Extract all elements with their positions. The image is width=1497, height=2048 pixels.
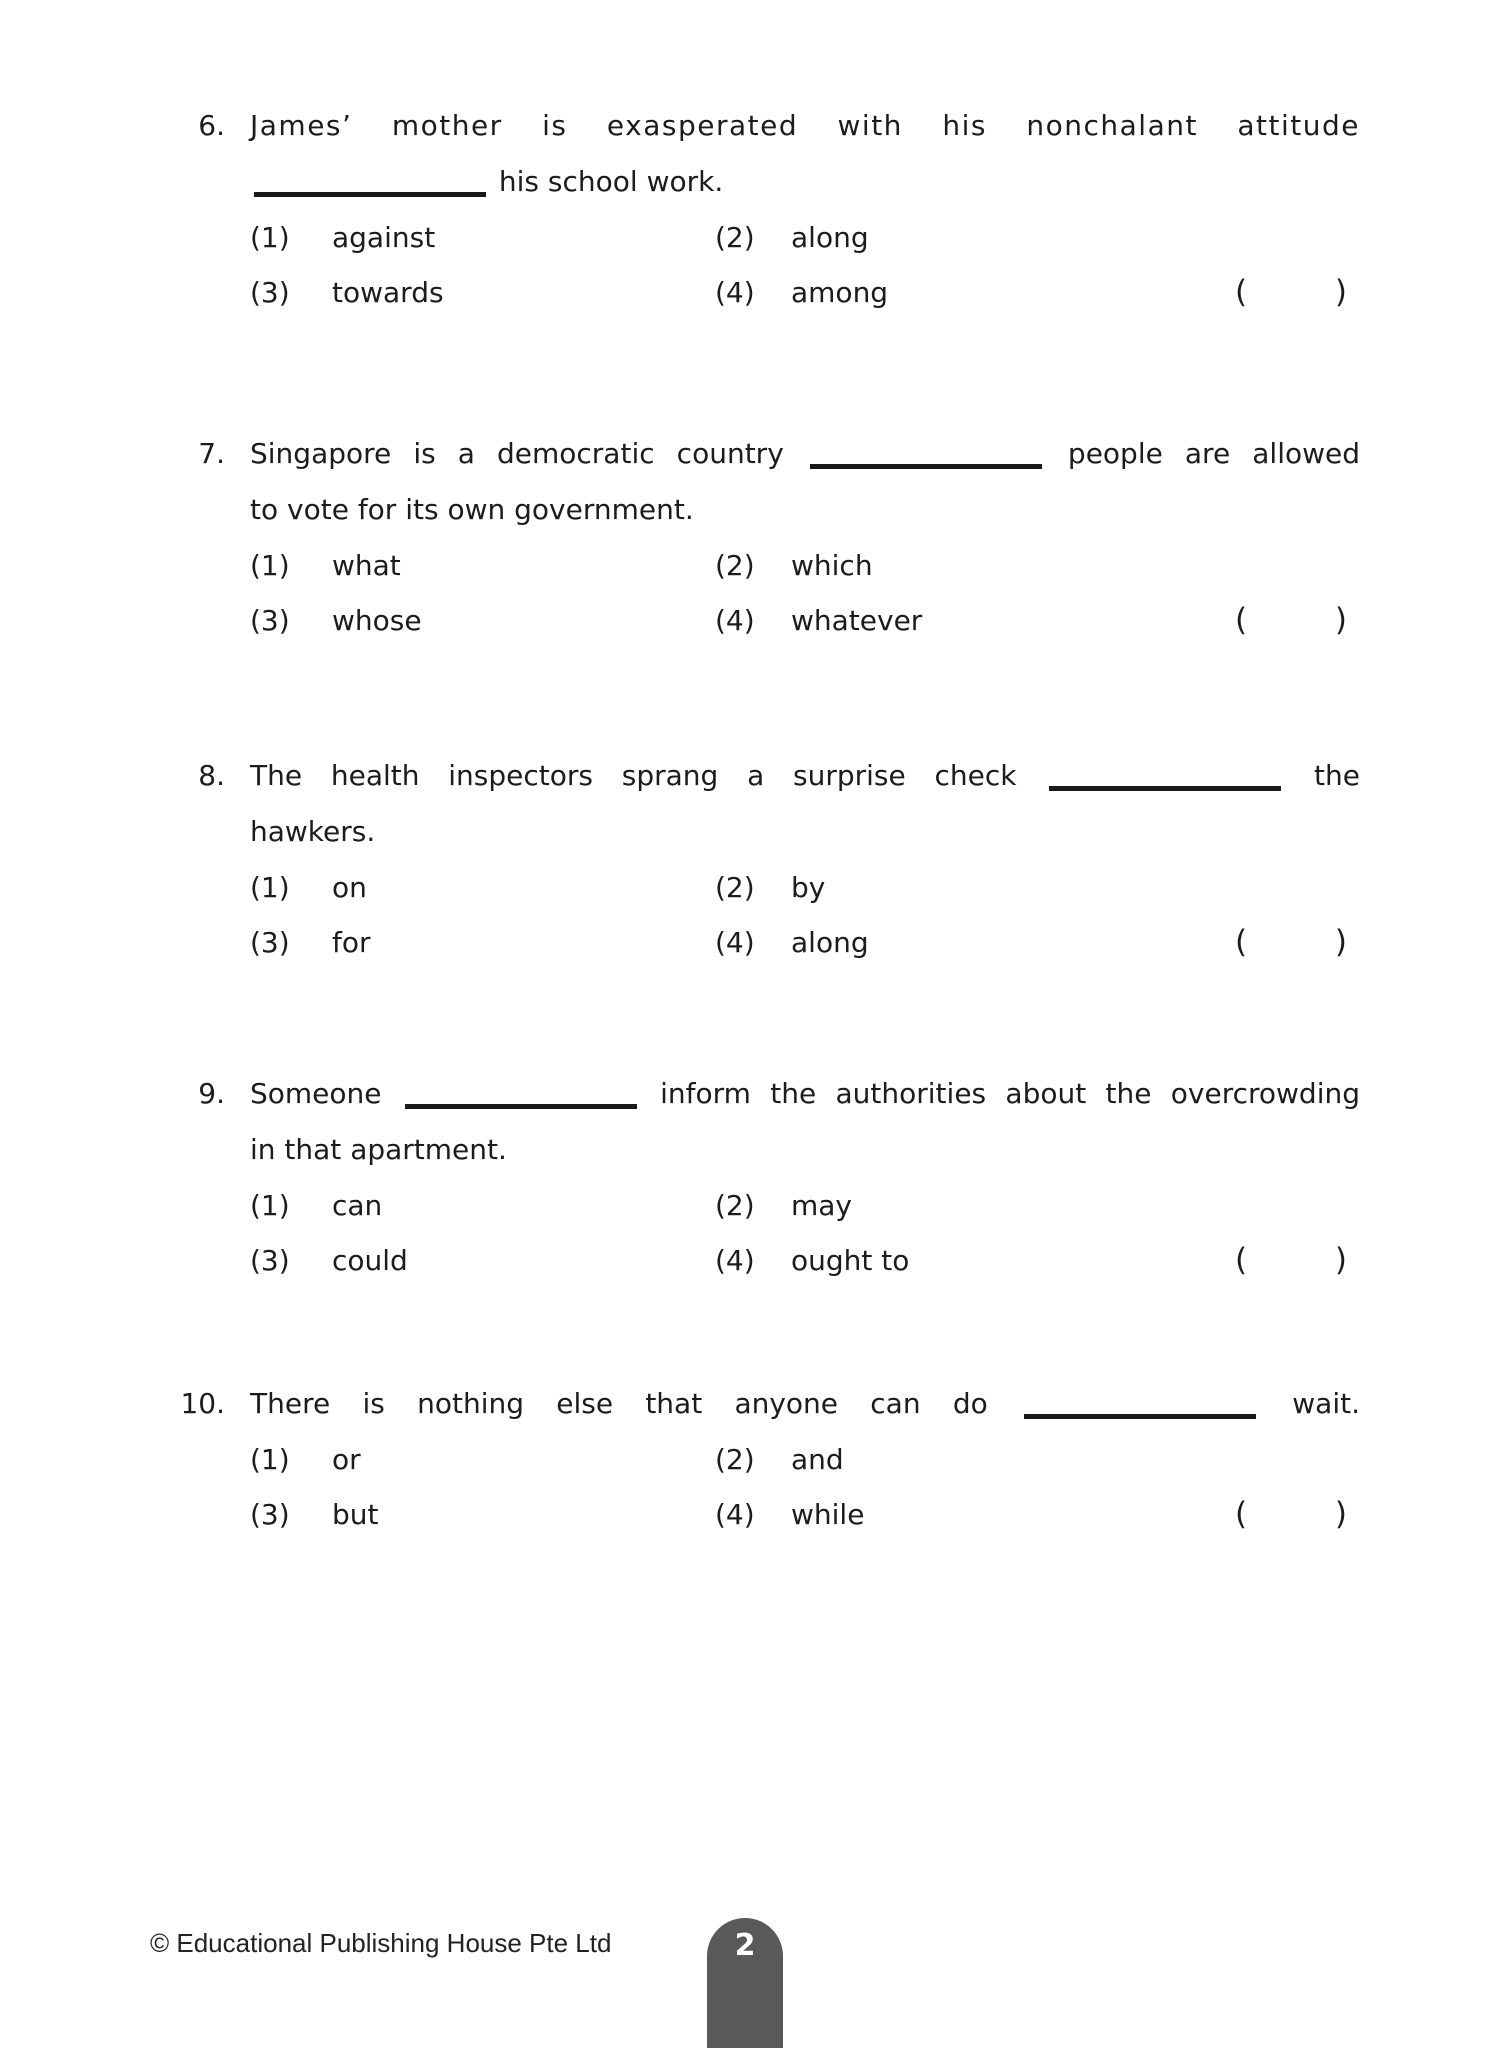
fill-in-blank bbox=[1024, 1409, 1256, 1419]
question-text-line: his school work. bbox=[250, 154, 1360, 210]
question-block-10 bbox=[145, 1376, 1360, 1542]
option-number: (4) bbox=[715, 926, 755, 959]
question-number: 10. bbox=[180, 1387, 225, 1420]
question-text-line: in that apartment. bbox=[250, 1133, 507, 1166]
paren-open: ( bbox=[1235, 274, 1248, 310]
option-row bbox=[250, 265, 1360, 320]
fill-in-blank bbox=[405, 1099, 637, 1109]
option-label: or bbox=[332, 1443, 361, 1476]
question-text-line: hawkers. bbox=[250, 815, 376, 848]
question-text-line: Someone inform the authorities about the overcrowding bbox=[250, 1077, 1361, 1110]
footer-copyright: © Educational Publishing House Pte Ltd bbox=[150, 1928, 612, 1958]
option-row bbox=[250, 538, 1360, 593]
option-number: (1) bbox=[250, 1189, 290, 1222]
option-number: (2) bbox=[715, 549, 755, 582]
option-label: which bbox=[791, 549, 873, 582]
option-number: (1) bbox=[250, 1443, 290, 1476]
option-label: by bbox=[791, 871, 826, 904]
option-number: (1) bbox=[250, 871, 290, 904]
option-number: (3) bbox=[250, 1498, 290, 1531]
option-number: (4) bbox=[715, 1498, 755, 1531]
answer-parens bbox=[1235, 915, 1347, 970]
question-text-line: The health inspectors sprang a surprise check the bbox=[250, 759, 1360, 792]
option-label: but bbox=[332, 1498, 379, 1531]
question-number: 7. bbox=[198, 437, 225, 470]
question-block-7 bbox=[145, 426, 1360, 648]
fill-in-blank bbox=[810, 459, 1042, 469]
question-number: 8. bbox=[198, 759, 225, 792]
option-label: ought to bbox=[791, 1244, 910, 1277]
option-label: whatever bbox=[791, 604, 923, 637]
option-number: (2) bbox=[715, 871, 755, 904]
option-label: while bbox=[791, 1498, 865, 1531]
option-number: (4) bbox=[715, 276, 755, 309]
option-label: may bbox=[791, 1189, 853, 1222]
answer-parens bbox=[1235, 265, 1347, 320]
option-number: (3) bbox=[250, 926, 290, 959]
option-label: could bbox=[332, 1244, 408, 1277]
option-number: (2) bbox=[715, 1189, 755, 1222]
option-number: (2) bbox=[715, 1443, 755, 1476]
fill-in-blank bbox=[1049, 781, 1281, 791]
option-label: whose bbox=[332, 604, 422, 637]
option-number: (4) bbox=[715, 604, 755, 637]
option-number: (2) bbox=[715, 221, 755, 254]
question-text-line: Singapore is a democratic country people are allowed bbox=[250, 437, 1360, 470]
option-row bbox=[250, 1432, 1360, 1487]
option-row bbox=[250, 915, 1360, 970]
page-number: 2 bbox=[734, 1928, 756, 1963]
option-label: and bbox=[791, 1443, 844, 1476]
question-text-line: James’ mother is exasperated with his nonchalant attitude bbox=[250, 109, 1360, 142]
paren-close: ) bbox=[1334, 602, 1347, 638]
answer-parens bbox=[1235, 1487, 1347, 1542]
option-row bbox=[250, 1487, 1360, 1542]
paren-close: ) bbox=[1334, 1242, 1347, 1278]
option-label: towards bbox=[332, 276, 444, 309]
option-row bbox=[250, 1233, 1360, 1288]
option-label: among bbox=[791, 276, 889, 309]
option-label: against bbox=[332, 221, 436, 254]
option-number: (1) bbox=[250, 221, 290, 254]
question-text-line: There is nothing else that anyone can do wait. bbox=[250, 1387, 1360, 1420]
paren-close: ) bbox=[1334, 1496, 1347, 1532]
paren-open: ( bbox=[1235, 1496, 1248, 1532]
option-label: on bbox=[332, 871, 367, 904]
option-label: can bbox=[332, 1189, 383, 1222]
option-label: for bbox=[332, 926, 371, 959]
question-number: 9. bbox=[198, 1077, 225, 1110]
answer-parens bbox=[1235, 1233, 1347, 1288]
question-block-8 bbox=[145, 748, 1360, 970]
option-row bbox=[250, 860, 1360, 915]
question-text-line: to vote for its own government. bbox=[250, 493, 694, 526]
option-number: (3) bbox=[250, 276, 290, 309]
option-row bbox=[250, 593, 1360, 648]
option-number: (1) bbox=[250, 549, 290, 582]
paren-open: ( bbox=[1235, 1242, 1248, 1278]
option-label: along bbox=[791, 926, 869, 959]
option-row bbox=[250, 210, 1360, 265]
question-block-9 bbox=[145, 1066, 1360, 1288]
fill-in-blank bbox=[254, 187, 486, 197]
option-number: (3) bbox=[250, 604, 290, 637]
paren-close: ) bbox=[1334, 924, 1347, 960]
option-label: along bbox=[791, 221, 869, 254]
answer-parens bbox=[1235, 593, 1347, 648]
paren-open: ( bbox=[1235, 924, 1248, 960]
paren-open: ( bbox=[1235, 602, 1248, 638]
option-row bbox=[250, 1178, 1360, 1233]
question-number: 6. bbox=[198, 109, 225, 142]
page-number-tab bbox=[707, 1918, 783, 2048]
question-block-6 bbox=[145, 98, 1360, 320]
option-number: (3) bbox=[250, 1244, 290, 1277]
option-label: what bbox=[332, 549, 401, 582]
paren-close: ) bbox=[1334, 274, 1347, 310]
option-number: (4) bbox=[715, 1244, 755, 1277]
